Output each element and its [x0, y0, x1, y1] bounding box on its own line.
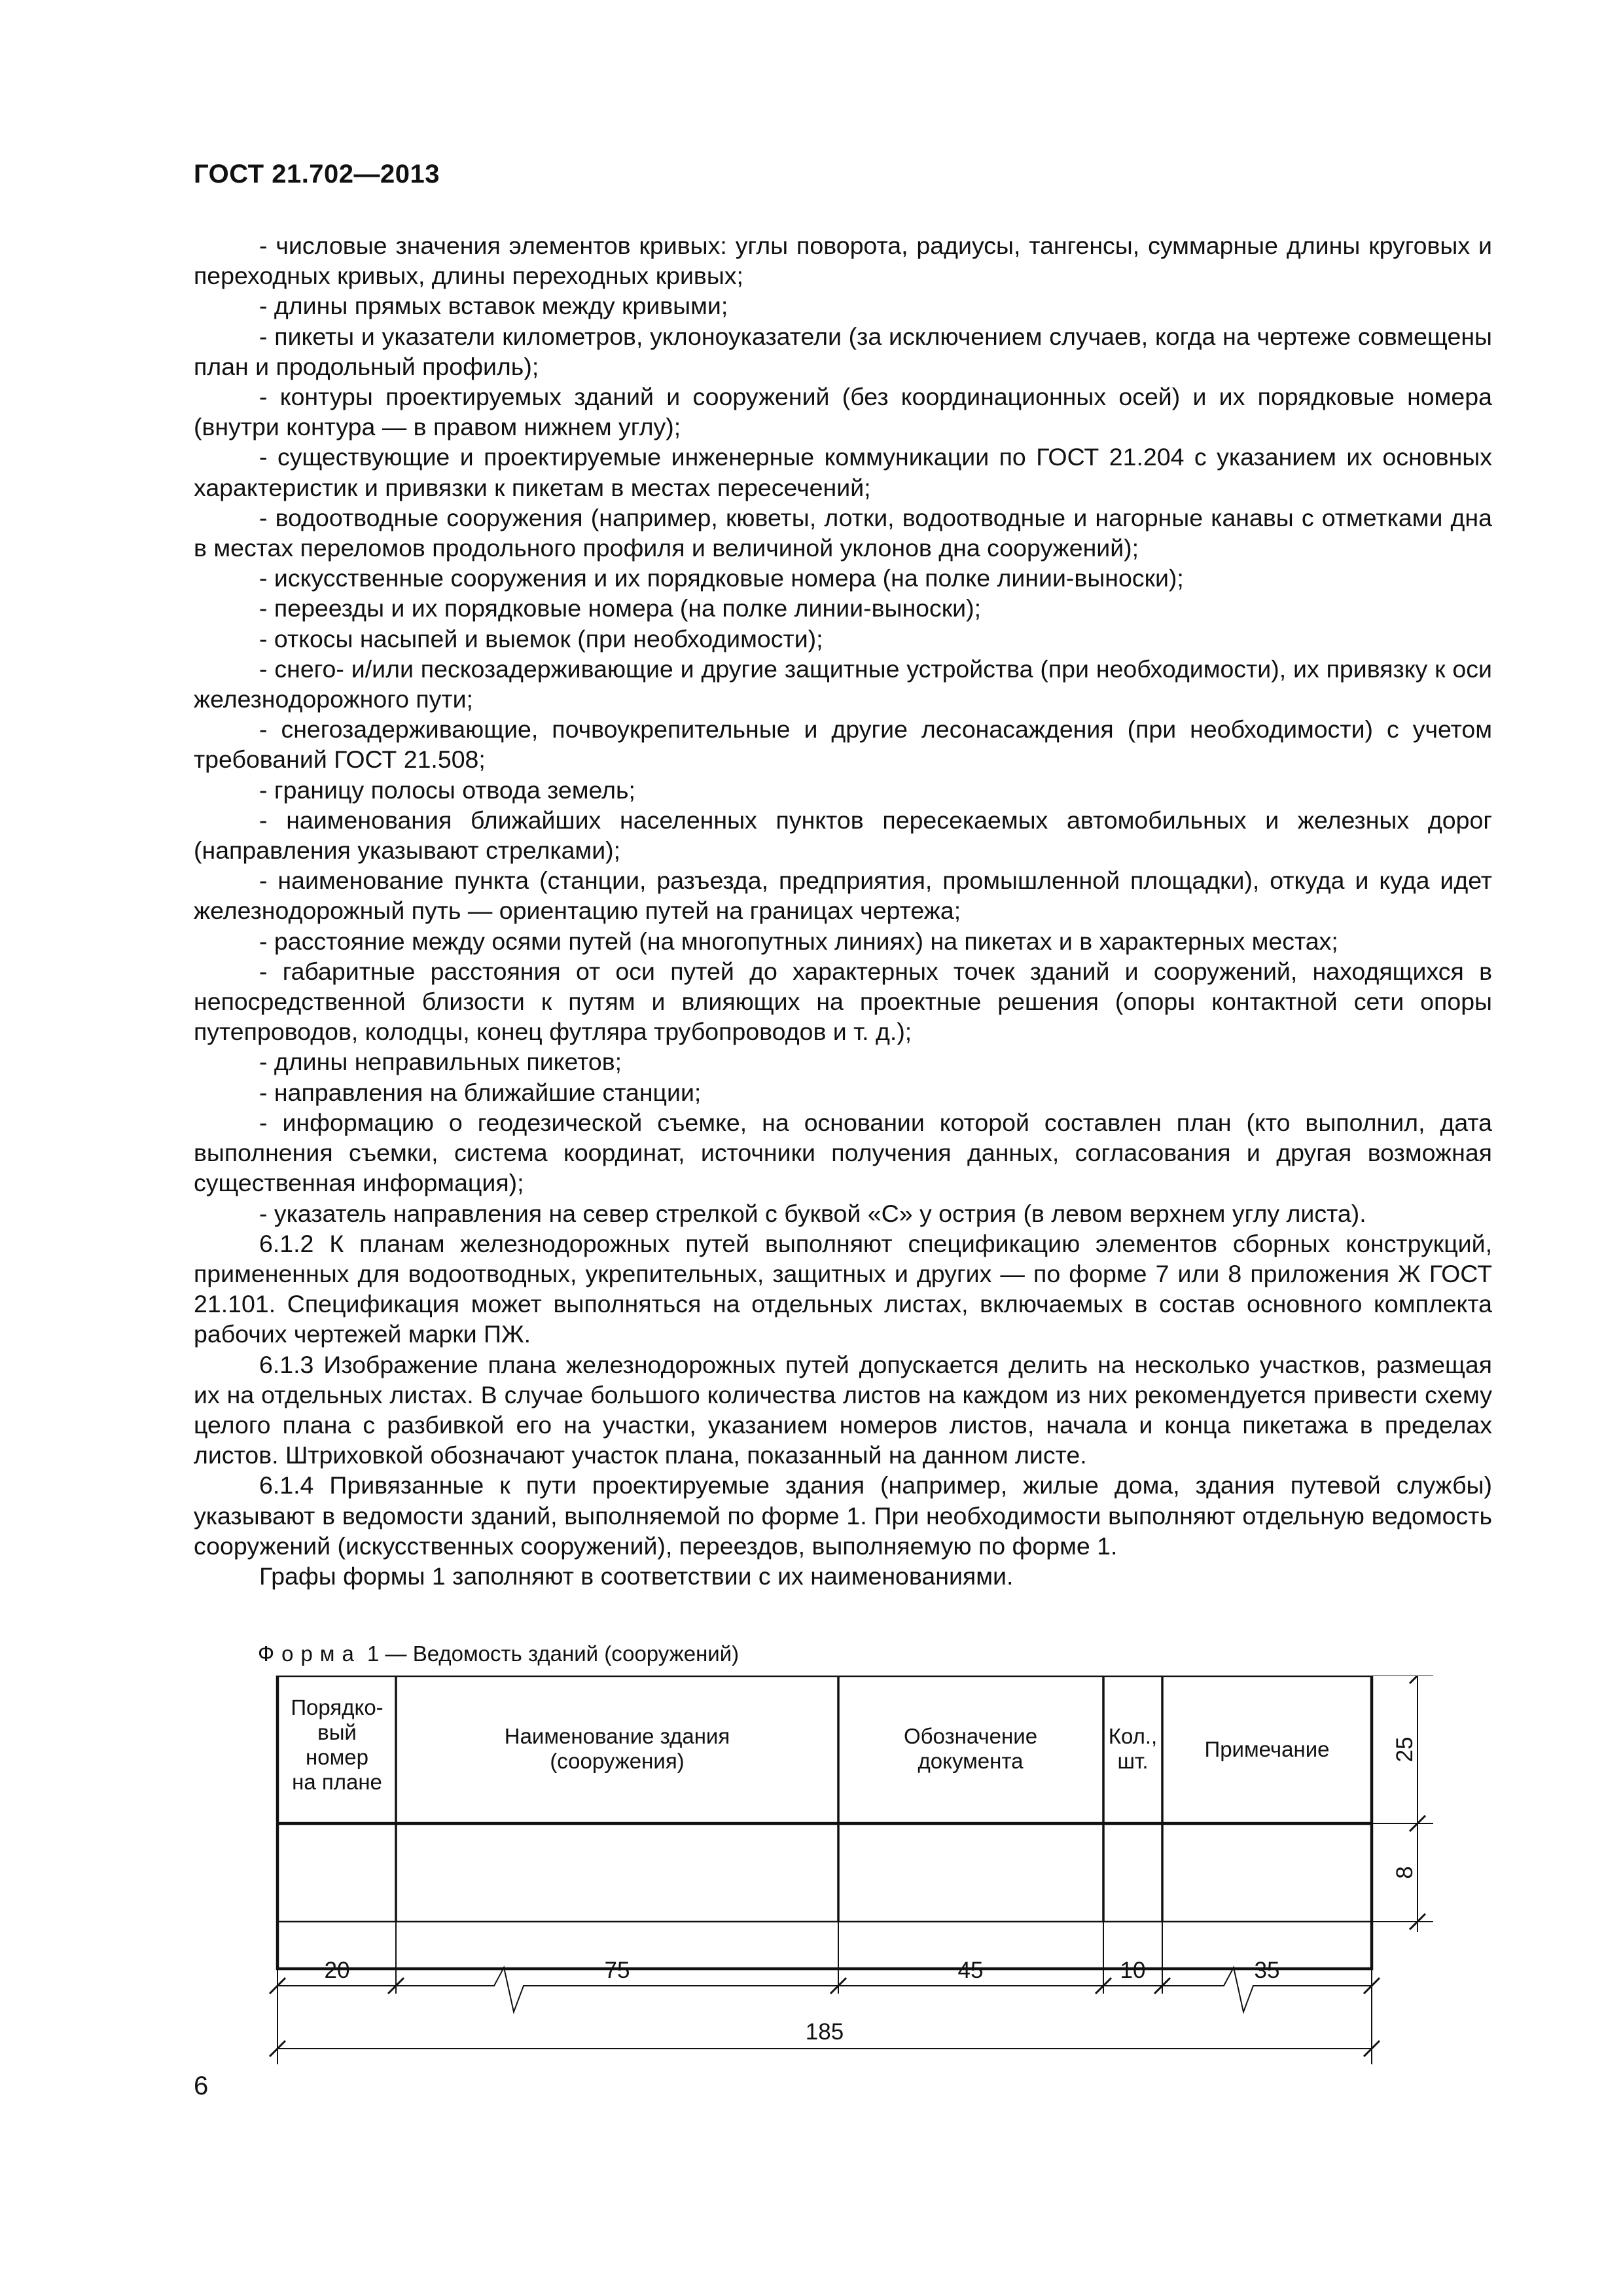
paragraph: - водоотводные сооружения (например, кюветы, лотки, водоотводные и нагорные канавы с отметками дна в местах переломов продольного профиля и величиной уклонов дна сооружений);: [194, 503, 1492, 562]
paragraph: 6.1.3 Изображение плана железнодорожных путей допускается делить на несколько участков, размещая их на отдельных листах. В случае большого количества листов на каждом из них рекомендуется привести схему целого плана с разбивкой его на участки, указанием номеров листов, начала и конца пикетажа в пределах листов. Штриховкой обозначают участок плана, показанный на данном листе.: [194, 1350, 1492, 1469]
paragraph: - длины неправильных пикетов;: [259, 1048, 622, 1076]
paragraph: - информацию о геодезической съемке, на основании которой составлен план (кто выполнил, дата выполнения съемки, система координат, источники получения данных, согласования и другая возможная существенная информация);: [194, 1108, 1492, 1197]
paragraph: - длины прямых вставок между кривыми;: [259, 292, 728, 320]
form-1-table-drawing: [262, 1676, 1453, 2081]
dim-header-height: 25: [1392, 1736, 1418, 1763]
form-caption-title: 1 — Ведомость зданий (сооружений): [361, 1641, 740, 1666]
paragraph: - существующие и проектируемые инженерные коммуникации по ГОСТ 21.204 с указанием их основных характеристик и привязки к пикетам в местах пересечений;: [194, 443, 1492, 501]
dimension-ticks: [270, 1676, 1425, 2056]
paragraph: - искусственные сооружения и их порядковые номера (на полке линии-выноски);: [259, 564, 1184, 592]
document-header: ГОСТ 21.702—2013: [194, 160, 440, 188]
dim-col5: 35: [1254, 1958, 1280, 1983]
paragraph: - указатель направления на север стрелкой с буквой «С» у острия (в левом верхнем углу листа).: [259, 1199, 1366, 1227]
paragraph: - расстояние между осями путей (на многопутных линиях) на пикетах и в характерных местах;: [259, 927, 1338, 955]
paragraph: Графы формы 1 заполняют в соответствии с их наименованиями.: [259, 1562, 1014, 1590]
dim-total: 185: [805, 2019, 844, 2045]
col4-header-line: Кол.,: [1108, 1724, 1158, 1748]
col2-header-line: Наименование здания: [504, 1724, 730, 1748]
paragraph: - наименования ближайших населенных пунктов пересекаемых автомобильных и железных дорог (направления указывают стрелками);: [194, 806, 1492, 865]
col1-header-line: Порядко-: [291, 1695, 383, 1719]
paragraph: - снего- и/или пескозадерживающие и другие защитные устройства (при необходимости), их привязку к оси железнодорожного пути;: [194, 655, 1492, 713]
page-number: 6: [194, 2072, 209, 2100]
dim-col3: 45: [957, 1958, 984, 1983]
form-caption: [258, 1641, 739, 1666]
paragraph: - снегозадерживающие, почвоукрепительные и другие лесонасаждения (при необходимости) с учетом требований ГОСТ 21.508;: [194, 715, 1492, 774]
dim-col2: 75: [604, 1958, 630, 1983]
dim-col4: 10: [1120, 1958, 1146, 1983]
col3-header-line: Обозначение: [903, 1724, 1038, 1748]
paragraph: - контуры проектируемых зданий и сооружений (без координационных осей) и их порядковые номера (внутри контура — в правом нижнем углу);: [194, 383, 1492, 441]
paragraph: - границу полосы отвода земель;: [259, 776, 635, 804]
paragraph: - направления на ближайшие станции;: [259, 1078, 702, 1106]
paragraph: - пикеты и указатели километров, уклоноуказатели (за исключением случаев, когда на чертеже совмещены план и продольный профиль);: [194, 322, 1492, 380]
col4-header-line: шт.: [1117, 1749, 1149, 1773]
paragraph: 6.1.4 Привязанные к пути проектируемые здания (например, жилые дома, здания путевой службы) указывают в ведомости зданий, выполняемой по форме 1. При необходимости выполняют отдельную ведомость сооружений (искусственных сооружений), переездов, выполняемую по форме 1.: [194, 1471, 1492, 1560]
paragraph: - наименование пункта (станции, разъезда, предприятия, промышленной площадки), откуда и куда идет железнодорожный путь — ориентацию путей на границах чертежа;: [194, 867, 1492, 925]
col2-header-line: (сооружения): [550, 1749, 685, 1773]
body-text: [194, 230, 1492, 1591]
dim-row-height: 8: [1392, 1866, 1418, 1879]
paragraph: - откосы насыпей и выемок (при необходимости);: [259, 624, 823, 653]
col5-header-line: Примечание: [1204, 1737, 1330, 1761]
col3-header-line: документа: [918, 1749, 1024, 1773]
dimension-line-columns: [277, 1967, 1372, 2012]
paragraph: 6.1.2 К планам железнодорожных путей выполняют спецификацию элементов сборных конструкций, примененных для водоотводных, укрепительных, защитных и других — по форме 7 или 8 приложения Ж ГОСТ 21.101. Спецификация может выполняться на отдельных листах, включаемых в состав основного комплекта рабочих чертежей марки ПЖ.: [194, 1229, 1492, 1348]
col1-header-line: номер: [306, 1745, 368, 1769]
form-caption-prefix: Форма: [258, 1641, 361, 1666]
paragraph: - габаритные расстояния от оси путей до характерных точек зданий и сооружений, находящихся в непосредственной близости к путям и влияющих на проектные решения (опоры контактной сети опоры путепроводов, колодцы, конец футляра трубопроводов и т. д.);: [194, 957, 1492, 1046]
paragraph: - переезды и их порядковые номера (на полке линии-выноски);: [259, 594, 982, 622]
col1-header-line: на плане: [292, 1770, 382, 1794]
col1-header-line: вый: [317, 1720, 357, 1744]
dim-col1: 20: [324, 1958, 350, 1983]
paragraph: - числовые значения элементов кривых: углы поворота, радиусы, тангенсы, суммарные длины круговых и переходных кривых, длины переходных кривых;: [194, 232, 1492, 290]
